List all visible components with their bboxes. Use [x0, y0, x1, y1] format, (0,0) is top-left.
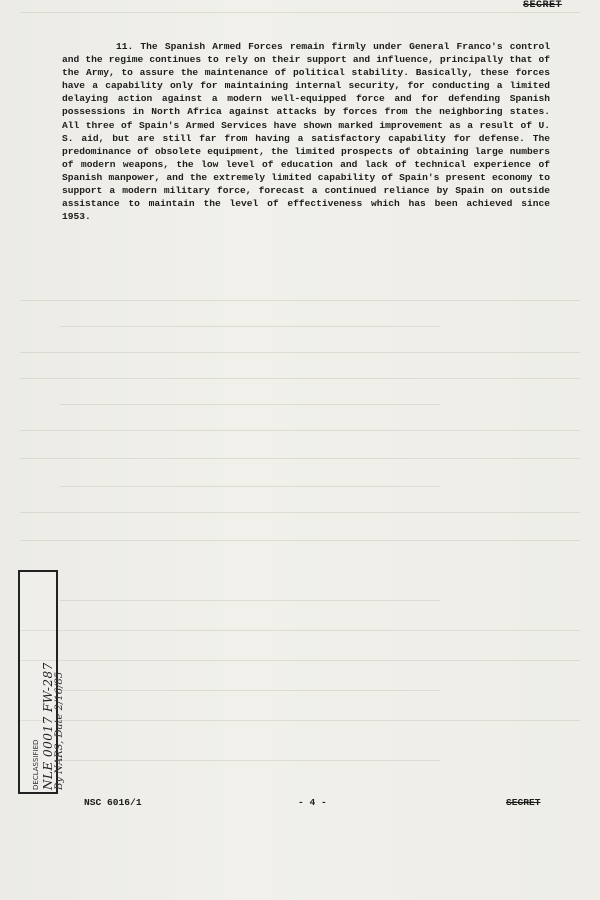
bleed-through-line — [20, 300, 580, 301]
declassification-by-line: By NARS, Date 2/16/85 — [54, 671, 65, 790]
top-classification-mark: SECRET — [522, 0, 562, 11]
bleed-through-line — [60, 690, 440, 691]
bleed-through-line — [60, 326, 440, 327]
bleed-through-line — [20, 352, 580, 353]
bleed-through-line — [20, 630, 580, 631]
declassification-authority: NLE 00017 FW-287 — [41, 662, 55, 790]
bleed-through-line — [60, 486, 440, 487]
paragraph-number: 11. — [116, 41, 134, 52]
page-number: - 4 - — [298, 797, 327, 808]
declassified-label: DECLASSIFIED — [32, 739, 40, 790]
paragraph-11 — [62, 40, 550, 223]
paragraph-text: The Spanish Armed Forces remain firmly under General Franco's control and the regime continues to rely on their support and influence, principally that of the Army, to assure the maintenance of political stability. Basically, these forces have a capability only for maintaining internal security, for conducting a limited delaying action against a modern well-equipped force and for defending Spanish possessions in North Africa against attacks by forces from the neighboring states. All three of Spain's Armed Services have shown marked improvement as a result of U. S. aid, but are still far from having a satisfactory capability for defense. The predominance of obsolete equipment, the limited prospects of obtaining large numbers of modern weapons, the low level of education and lack of technical experience of Spanish manpower, and the extremely limited capability of Spain's present economy to support a modern military force, forecast a continued reliance by Spain on outside assistance to maintain the level of effectiveness which has been achieved since 1953. — [62, 41, 551, 223]
declassification-stamp-content — [32, 570, 66, 790]
bleed-through-line — [60, 760, 440, 761]
bleed-through-line — [20, 540, 580, 541]
bleed-through-line — [60, 404, 440, 405]
bleed-through-line — [20, 512, 580, 513]
bleed-through-line — [20, 378, 580, 379]
bleed-through-line — [20, 660, 580, 661]
document-id: NSC 6016/1 — [84, 797, 142, 808]
bleed-through-line — [20, 458, 580, 459]
declassification-stamp — [18, 570, 65, 794]
bleed-through-line — [20, 430, 580, 431]
bottom-classification-mark: SECRET — [506, 797, 541, 808]
bleed-through-line — [20, 12, 580, 13]
bleed-through-line — [20, 720, 580, 721]
bleed-through-line — [60, 600, 440, 601]
